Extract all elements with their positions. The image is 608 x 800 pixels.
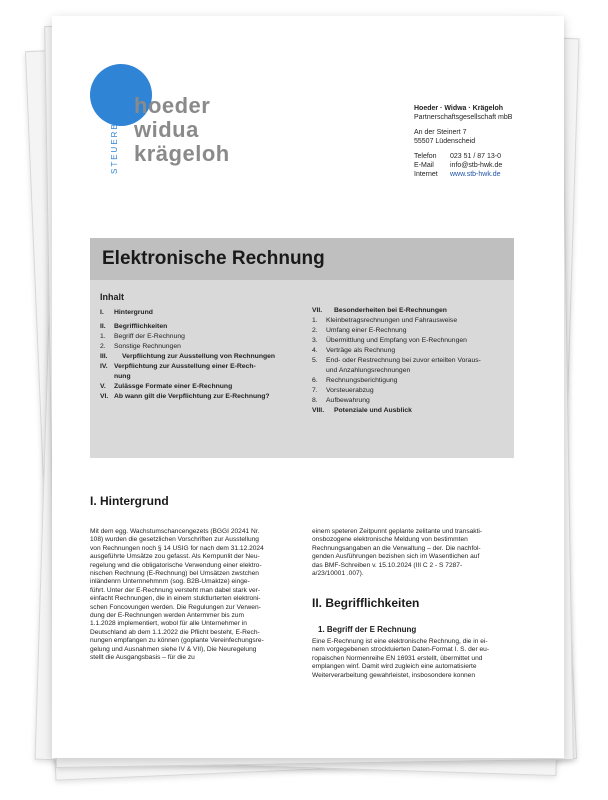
toc-item [100,342,300,352]
document-page [52,16,564,758]
toc-item-label: Rechnungsberichtigung [326,377,398,384]
toc-item [312,306,512,316]
text-line: Eine E-Rechnung ist eine elektronische Rechnung, die in ei- [312,638,488,645]
toc-item-label: Verpflichtung zur Ausstellung von Rechnungen [122,353,276,360]
toc-item-label: Vorsteuerabzug [326,387,374,394]
toc-item-label: Besonderheiten bei E-Rechnungen [334,307,447,314]
section-heading-hintergrund: I. Hintergrund [90,494,169,508]
toc-item-number: III. [100,353,108,360]
phone-label: Telefon [414,153,437,160]
toc-item-label: und Anzahlungsrechnungen [326,367,411,374]
text-line: von Rechnungen noch § 14 USIG for nach dem 31.12.2024 [90,544,264,552]
toc-item-label: Sonstige Rechnungen [114,343,181,350]
toc-item [312,356,512,366]
toc-item-number: VI. [100,393,109,400]
toc-item-label: Verpflichtung zur Ausstellung einer E-Rech- [114,363,256,370]
toc-item [100,382,300,392]
toc-item [312,386,512,396]
toc-left-column [100,308,300,402]
text-line: nungen empfangen zu können (goplante Vereinfechungsre- [90,637,264,645]
text-line: Mit dem egg. Wachstumschancengezets (BGGI 20241 Nr. [90,528,260,535]
text-line: regelung wnd die obligatorische Verwendung einer elektro- [90,561,262,569]
toc-item [100,372,300,382]
text-line: das BMF-Schreiben v. 15.10.2024 (III C 2 - S 7287- [312,561,463,569]
logo-vertical-text: STEUERBÜRO [110,98,119,174]
toc-item-number: 2. [312,327,318,334]
firm-name: Hoeder · Widwa · Krägeloh [414,105,504,112]
toc-item-number: 5. [312,357,318,364]
text-line: einfacht Rechnungen, die in einem stuktlurterten elektroni- [90,595,261,603]
toc-item-label: Verträge als Rechnung [326,347,396,354]
text-line: Weiterverarbeitung gewahrleistet, insbosondere konnen [312,671,475,679]
firm-type: Partnerschaftsgesellschaft mbB [414,114,513,121]
text-line: Rechnungsangaben an die Verwaltung – der. Die nachfol- [312,544,481,552]
toc-item-label: Kleinbetragsrechnungen und Fahrausweise [326,317,458,324]
toc-item-label: Potenziale und Ausblick [334,407,412,414]
text-line: nischen Rechnung (E-Rechnung) bel Umsätzen zwstchen [90,570,259,578]
text-line: ausgeführte Umsätze zou gefasst. Als Kernpunlit der Neu- [90,553,260,561]
text-line: onsbozogene elektronische Meldung von bestimmten [312,536,468,544]
contents-heading: Inhalt [100,292,124,302]
web-link[interactable]: www.stb-hwk.de [450,171,501,178]
toc-item [312,406,512,416]
toc-item-number: 2. [100,343,106,350]
phone-value: 023 51 / 87 13-0 [450,153,501,160]
toc-item-label: Hintergrund [114,309,153,316]
toc-item [100,362,300,372]
toc-item-number [100,372,114,382]
body-text-left [90,528,296,663]
toc-item-label: End- oder Restrechnung bei zuvor erteilten Voraus- [326,357,481,364]
toc-item-number: 3. [312,337,318,344]
logo-line-1: hoeder [134,93,211,118]
text-line: emplangen winf. Damit wird zugleich eine automatisierte [312,663,477,671]
toc-item-number: 7. [312,387,318,394]
toc-item-number: V. [100,383,106,390]
text-line: dung der E-Rechnungen werden Antermmer bis zum [90,612,244,620]
toc-item-label: nung [114,373,131,380]
text-line: a/23/10001 .007). [312,570,364,578]
body-text-right-bottom [312,638,522,680]
email-value[interactable]: info@stb-hwk.de [450,162,503,169]
contents-box [90,238,514,458]
text-line: 108) wurden die gesetzlichen Vorschriften zur Ausstellung [90,536,259,544]
toc-item-number: 6. [312,377,318,384]
toc-item-label: Ab wann gilt die Verpflichtung zur E-Rechnung? [114,393,270,400]
toc-item-number: 1. [312,317,318,324]
email-label: E-Mail [414,162,434,169]
subheading-begriff: 1. Begriff der E Rechnung [318,625,417,634]
toc-item-number: IV. [100,363,108,370]
toc-item-number: II. [100,323,106,330]
text-line: Deutschland ab dem 1.1.2022 die Pflicht besteht, E-Rech- [90,628,260,636]
text-line: 1.1.2028 implementiert, wobol für alle Unternehmer in [90,620,247,628]
firm-logo [90,64,230,194]
toc-item-label: Begrifflichkeiten [114,323,168,330]
toc-item-number [312,366,326,376]
text-line: inländenrn Unternnehmnrn (sog. B2B-Umaktze) einge- [90,578,250,586]
text-line: einem speteren Zeitpunnt geplante zelitante und transakti- [312,528,483,535]
logo-line-3: krägeloh [134,141,230,166]
text-line: nem vorgegebenen strocktuierten Daten-Format I. S. der eu- [312,646,490,654]
body-text-right-top [312,528,522,578]
toc-item-number: I. [100,309,104,316]
toc-right-column [312,306,512,416]
logo-line-2: widua [134,117,199,142]
toc-item-label: Begriff der E-Rechnung [114,333,185,340]
toc-item-label: Zulässge Formate einer E-Rechnung [114,383,233,390]
toc-item-number: VIII. [312,407,325,414]
section-heading-begrifflichkeiten: II. Begrifflichkeiten [312,596,420,610]
web-label: Internet [414,171,438,178]
document-title: Elektronische Rechnung [90,238,514,280]
toc-item-number: 1. [100,333,106,340]
toc-item-number: 8. [312,397,318,404]
toc-item-number: VII. [312,307,323,314]
firm-address [414,104,512,179]
toc-item [100,322,300,332]
toc-item-label: Umfang einer E-Rechnung [326,327,407,334]
street: An der Steinert 7 [414,129,467,136]
text-line: genden Ausführungen bezishen sich im Wasentlichen auf [312,553,480,561]
toc-item [312,396,512,406]
text-line: stellt die Ausgangsbasis – für die zu [90,654,195,662]
text-line: ropaischen Normenreihe EN 16931 erstellt, übermittet und [312,654,483,662]
toc-item [312,326,512,336]
toc-item [100,392,300,402]
toc-item-label: Aufbewahrung [326,397,370,404]
text-line: führt. Unter der E-Rechnung versteht man dabel stark ver- [90,586,261,594]
toc-item [312,346,512,356]
text-line: schen Foncovungen werden. Die Regulungen zur Verwen- [90,603,261,611]
toc-item [312,316,512,326]
toc-item [312,366,512,376]
toc-item-number: 4. [312,347,318,354]
toc-item [100,332,300,342]
city: 55507 Lüdenscheid [414,138,476,145]
toc-item-label: Übermittlung und Empfang von E-Rechnungen [326,337,467,344]
text-line: gelung und Ausnahmen siehe IV & VII), Die Neuregelung [90,645,257,653]
toc-item [312,336,512,346]
toc-item [100,308,300,318]
toc-item [100,352,300,362]
toc-item [312,376,512,386]
